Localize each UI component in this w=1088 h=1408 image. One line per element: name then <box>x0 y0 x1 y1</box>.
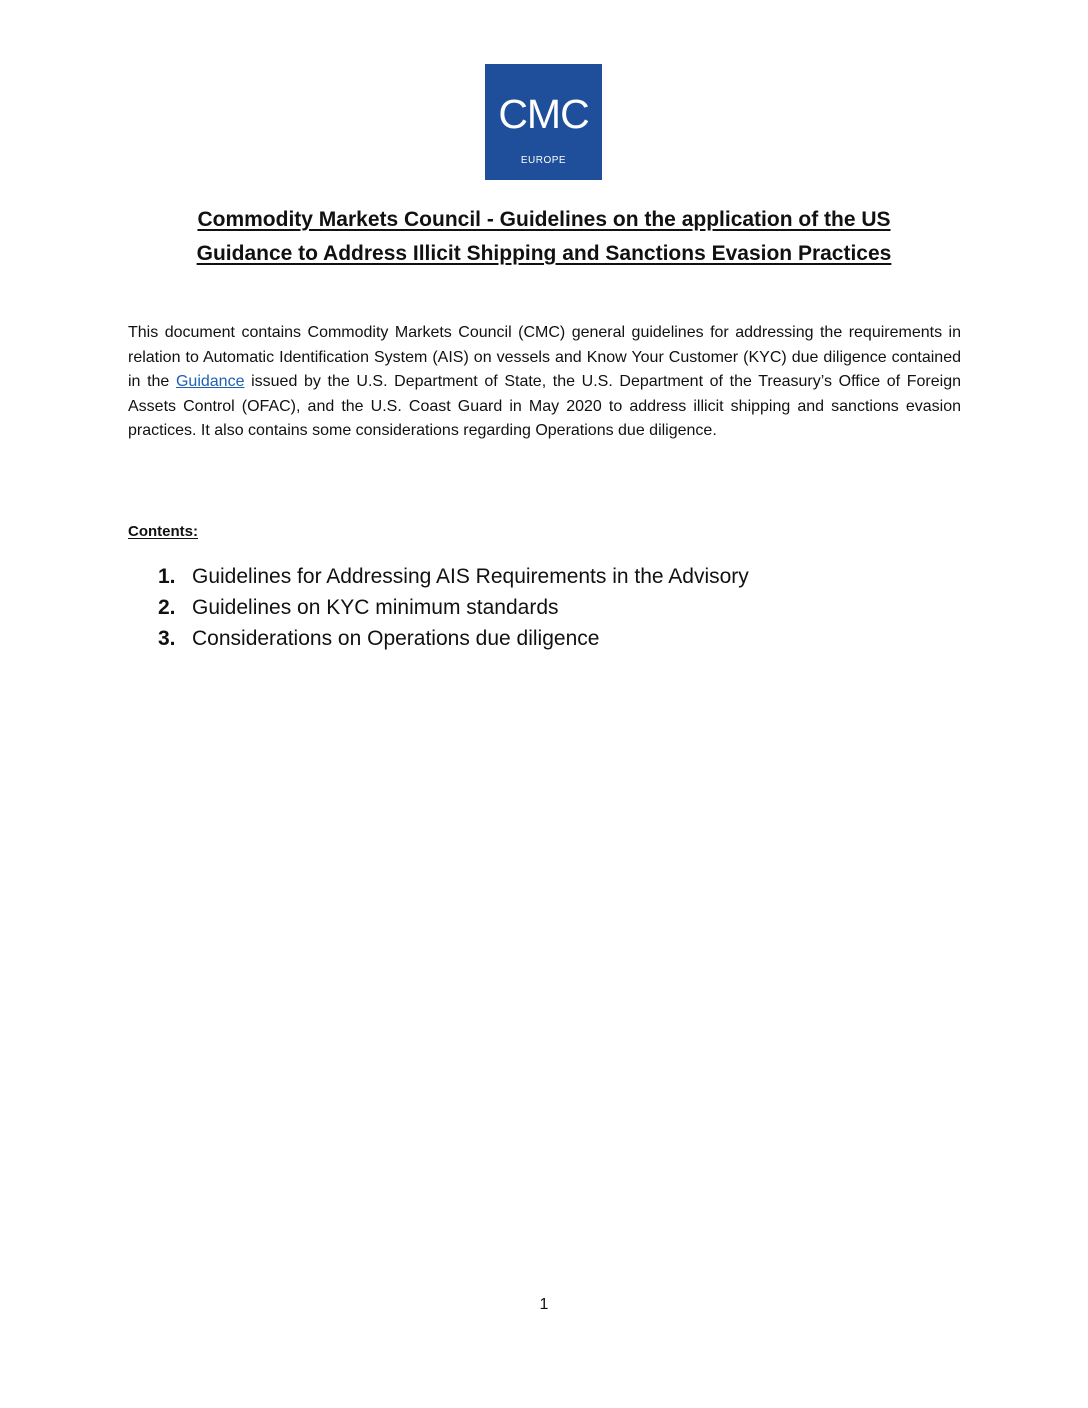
contents-item <box>158 592 918 623</box>
intro-text-after-link: issued by the U.S. Department of State, the U.S. Department of the Treasury’s Office of Foreign Assets Control (OFAC), and the U.S. Coast Guard in May 2020 to address illicit shipping and sanctions evasion practices. It also contains some considerations regarding Operations due diligence. <box>128 373 961 439</box>
cmc-europe-logo <box>485 64 602 180</box>
contents-item-text: Guidelines on KYC minimum standards <box>192 596 559 619</box>
contents-list <box>158 561 918 654</box>
contents-heading: Contents: <box>128 523 198 540</box>
contents-item-number: 2. <box>158 596 176 619</box>
logo-sub-text: EUROPE <box>520 155 567 166</box>
logo-main-text: CMC <box>498 91 589 137</box>
guidance-link[interactable]: Guidance <box>175 373 245 390</box>
contents-item <box>158 623 918 654</box>
contents-item <box>158 561 918 592</box>
contents-item-text: Guidelines for Addressing AIS Requirements in the Advisory <box>192 565 749 588</box>
contents-item-text: Considerations on Operations due diligence <box>192 627 600 650</box>
document-title-line-1: Commodity Markets Council - Guidelines on the application of the US <box>197 208 891 231</box>
intro-paragraph <box>128 321 961 444</box>
document-title-line-2: Guidance to Address Illicit Shipping and Sanctions Evasion Practices <box>196 242 892 265</box>
page-number: 1 <box>539 1296 549 1313</box>
intro-text-before-link: This document contains Commodity Markets Council (CMC) general guidelines for addressing the requirements in relation to Automatic Identification System (AIS) on vessels and Know Your Customer (KYC) due diligence contained in the <box>128 324 961 390</box>
contents-item-number: 1. <box>158 565 176 588</box>
contents-item-number: 3. <box>158 627 176 650</box>
